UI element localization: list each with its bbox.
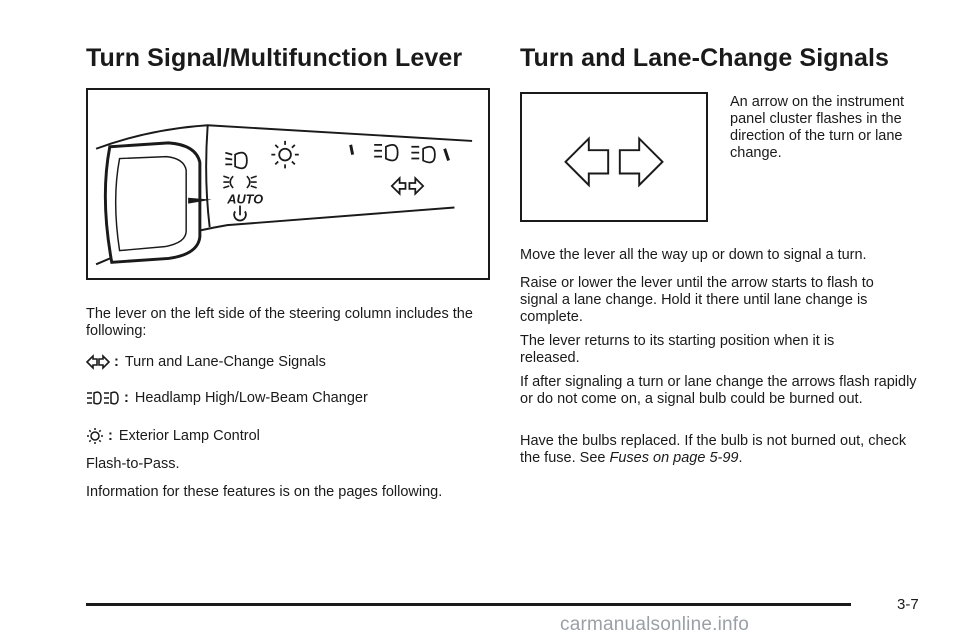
section-heading-lever: Turn Signal/Multifunction Lever	[86, 44, 463, 72]
headlamp-beam-icon	[86, 390, 120, 406]
turn-signal-arrows-icon	[86, 354, 110, 370]
watermark: carmanualsonline.info	[560, 614, 750, 635]
figure-caption: An arrow on the instrument panel cluster flashes in the direction of the turn or lane change.	[730, 94, 905, 161]
section-heading-turn-signals: Turn and Lane-Change Signals	[520, 44, 890, 72]
paragraph: The lever returns to its starting position when it is released.	[520, 333, 835, 366]
list-item-label: Exterior Lamp Control	[118, 427, 260, 444]
paragraph: Raise or lower the lever until the arrow starts to flash to signal a lane change. Hold it there until lane change is complete.	[520, 275, 874, 325]
paragraph: Have the bulbs replaced. If the bulb is not burned out, check the fuse. See Fuses on page 5-99.	[520, 433, 907, 466]
turn-arrows-drawing	[522, 94, 706, 220]
paragraph: If after signaling a turn or lane change the arrows flash rapidly or do not come on, a signal bulb could be burned out.	[520, 374, 917, 407]
svg-text:AUTO: AUTO	[227, 191, 264, 207]
lever-drawing	[88, 90, 488, 278]
list-item: : Headlamp High/Low-Beam Changer	[86, 390, 368, 406]
lever-illustration	[86, 88, 490, 280]
list-item: : Turn and Lane-Change Signals	[86, 354, 326, 370]
footer-rule	[86, 603, 851, 606]
fuses-cross-reference[interactable]: Fuses on page 5-99	[609, 450, 739, 466]
page-number: 3-7	[897, 596, 919, 613]
exterior-lamp-icon	[86, 427, 104, 445]
paragraph: Move the lever all the way up or down to signal a turn.	[520, 247, 867, 263]
info-text: Information for these features is on the pages following.	[86, 484, 443, 500]
list-item: : Exterior Lamp Control	[86, 427, 260, 445]
list-item-label: Turn and Lane-Change Signals	[124, 354, 326, 370]
flash-to-pass-text: Flash-to-Pass.	[86, 456, 180, 472]
lever-intro: The lever on the left side of the steering column includes the following:	[86, 306, 473, 339]
list-item-label: Headlamp High/Low-Beam Changer	[134, 390, 368, 406]
turn-arrows-illustration	[520, 92, 708, 222]
